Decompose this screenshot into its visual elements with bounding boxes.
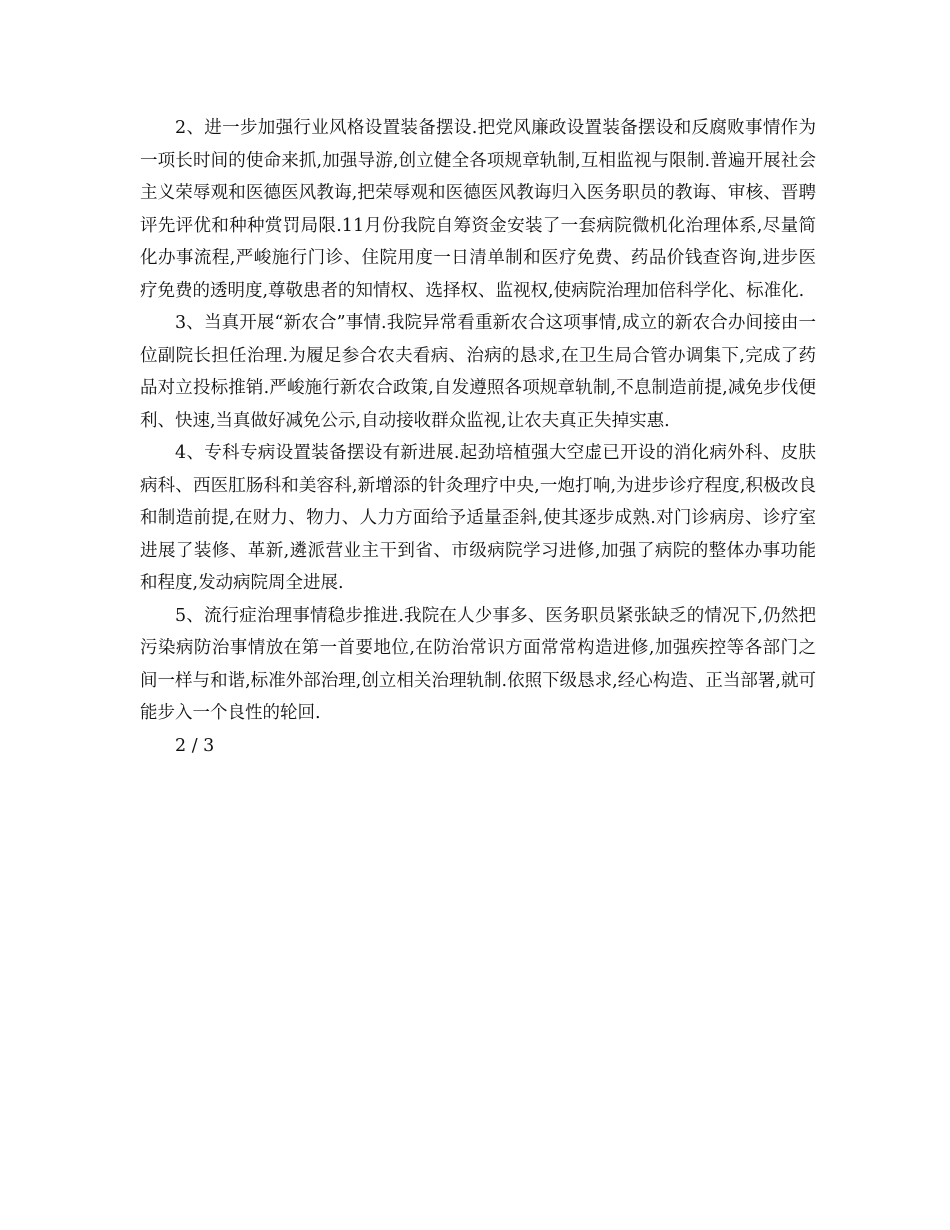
paragraph-industry-style: 2、进一步加强行业风格设置装备摆设.把党风廉政设置装备摆设和反腐败事情作为一项长时间的使命来抓,加强导游,创立健全各项规章轨制,互相监视与限制.普遍开展社会主义荣辱观和医德医风教诲,把荣辱观和医德医风教诲归入医务职员的教诲、审核、晋聘评先评优和种种赏罚局限.11月份我院自筹资金安装了一套病院微机化治理体系,尽量简化办事流程,严峻施行门诊、住院用度一日清单制和医疗免费、药品价钱查咨询,进步医疗免费的透明度,尊敬患者的知情权、选择权、监视权,使病院治理加倍科学化、标准化. — [140, 118, 816, 301]
paragraph-epidemic-management: 5、流行症治理事情稳步推进.我院在人少事多、医务职员紧张缺乏的情况下,仍然把污染病防治事情放在第一首要地位,在防治常识方面常常构造进修,加强疾控等各部门之间一样与和谐,标准外部治理,创立相关治理轨制.依照下级恳求,经心构造、正当部署,就可能步入一个良性的轮回. — [140, 605, 816, 723]
paragraph-specialty-departments: 4、专科专病设置装备摆设有新进展.起劲培植强大空虚已开设的消化病外科、皮肤病科、西医肛肠科和美容科,新增添的针灸理疗中央,一炮打响,为进步诊疗程度,积极改良和制造前提,在财力、物力、人力方面给予适量歪斜,使其逐步成熟.对门诊病房、诊疗室进展了装修、革新,遴派营业主干到省、市级病院学习进修,加强了病院的整体办事功能和程度,发动病院周全进展. — [140, 443, 816, 593]
document-body — [140, 112, 816, 762]
page-number: 2 / 3 — [175, 735, 215, 756]
paragraph-new-rural-cooperative: 3、当真开展“新农合”事情.我院异常看重新农合这项事情,成立的新农合办间接由一位副院长担任治理.为履足参合农夫看病、治病的恳求,在卫生局合管办调集下,完成了药品对立投标推销.严峻施行新农合政策,自发遵照各项规章轨制,不息制造前提,减免步伐便利、快速,当真做好减免公示,自动接收群众监视,让农夫真正失掉实惠. — [140, 313, 816, 431]
